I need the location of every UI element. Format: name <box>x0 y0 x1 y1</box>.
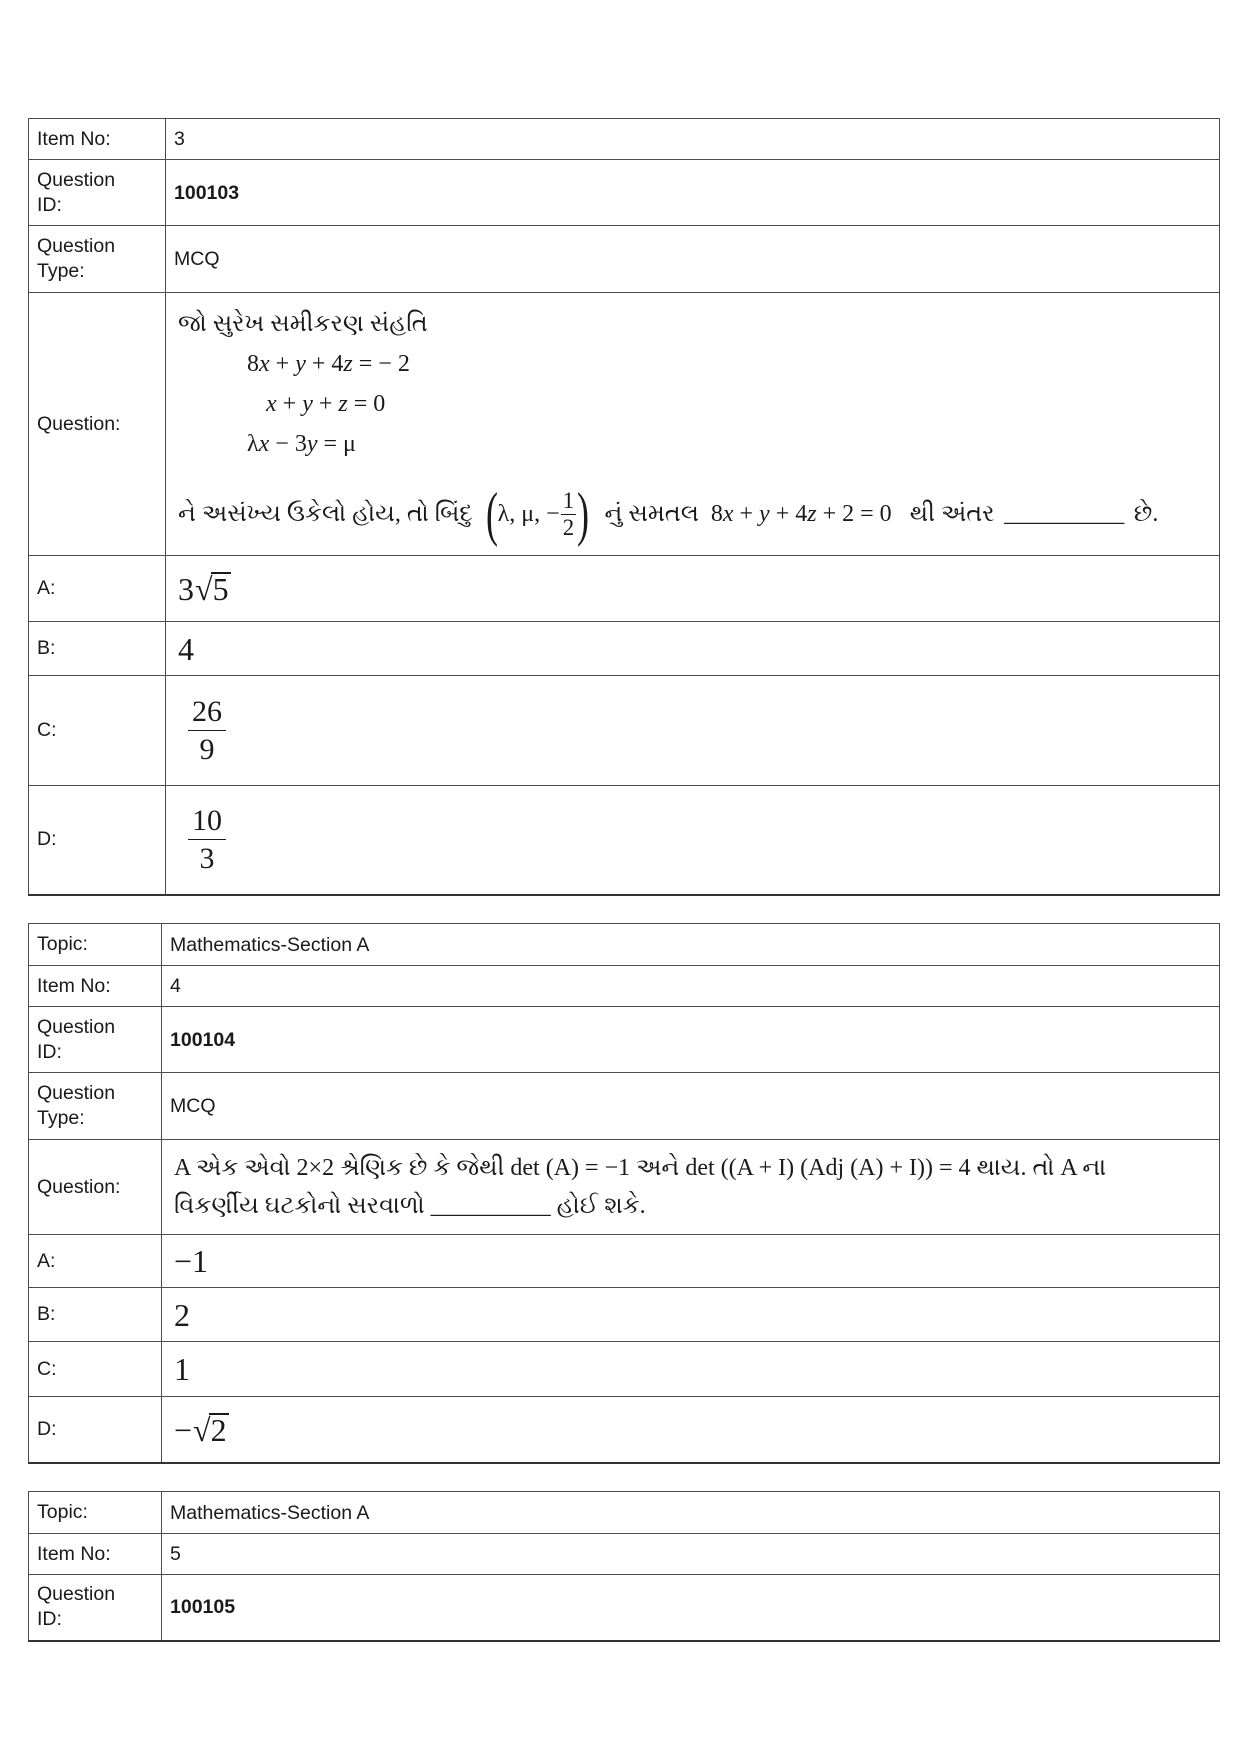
question-type-row <box>29 1073 1220 1140</box>
question-card-item-5 <box>28 1491 1220 1642</box>
topic-row <box>29 924 1220 966</box>
question-label <box>29 1140 162 1235</box>
question-content <box>166 293 1220 556</box>
option-d-fraction <box>188 805 226 874</box>
open-paren: ( <box>486 481 499 547</box>
option-b-row <box>29 622 1220 676</box>
option-c-fraction <box>188 696 226 765</box>
item-no-label-text: Item No: <box>37 974 111 997</box>
question-end-text: છે. <box>1133 500 1159 527</box>
item-no-value: 5 <box>162 1534 1220 1575</box>
option-b-label-text: B: <box>37 1303 56 1325</box>
question-card-item-3 <box>28 118 1220 896</box>
question-type-value: MCQ <box>166 226 1220 293</box>
question-line-2-text: વિકર્ણીય ઘટકોનો સરવાળો <box>174 1193 425 1219</box>
topic-label-text: Topic: <box>37 933 88 955</box>
item-no-label <box>29 1534 162 1575</box>
item-no-row <box>29 1534 1220 1575</box>
item-no-value: 4 <box>162 966 1220 1007</box>
option-d-radicand: 2 <box>210 1411 227 1448</box>
option-d-row <box>29 786 1220 895</box>
option-d-numerator: 10 <box>188 805 226 840</box>
option-b-label <box>29 622 166 676</box>
question-id-row <box>29 1575 1220 1641</box>
point-coords: λ, μ, − <box>497 500 560 527</box>
question-condition-line <box>178 478 1211 550</box>
plane-equation: 8x + y + 4z + 2 = 0 <box>710 500 892 527</box>
option-a-row <box>29 556 1220 622</box>
option-a-row <box>29 1235 1220 1288</box>
point-fraction-numerator: 1 <box>562 487 575 513</box>
question-id-value: 100105 <box>162 1575 1220 1641</box>
equation-3: λx − 3y = μ <box>247 431 356 457</box>
question-end-text: હોઈ શકે. <box>556 1193 646 1219</box>
equation-1: 8x + y + 4z = − 2 <box>247 351 410 377</box>
radical-sign: √ <box>193 1411 211 1448</box>
after-plane-text: થી અંતર <box>909 500 995 527</box>
question-id-label-text: Question ID: <box>37 168 116 216</box>
question-label-text: Question: <box>37 1175 121 1198</box>
option-c-denominator: 9 <box>199 732 215 766</box>
question-row <box>29 1140 1220 1235</box>
question-type-label <box>29 1073 162 1140</box>
option-d-label-text: D: <box>37 828 57 851</box>
topic-label <box>29 1492 162 1534</box>
condition-text: ને અસંખ્ય ઉકેલો હોય, તો બિંદુ <box>178 500 473 527</box>
question-card-item-4 <box>28 923 1220 1464</box>
option-a-label <box>29 1235 162 1288</box>
option-d-value <box>162 1397 1220 1463</box>
question-type-label <box>29 226 166 293</box>
topic-label <box>29 924 162 966</box>
item-no-label <box>29 966 162 1007</box>
question-line-1: A એક એવો 2×2 શ્રેણિક છે કે જેથી det (A) = −1 અને det ((A + I) (Adj (A) + I)) = 4 થાય. તો A ના <box>174 1155 1107 1181</box>
option-c-row <box>29 1342 1220 1397</box>
option-c-value <box>166 676 1220 786</box>
question-line-2 <box>174 1187 1211 1225</box>
option-c-numerator: 26 <box>188 696 226 731</box>
equation-2: x + y + z = 0 <box>266 391 386 417</box>
question-row <box>29 293 1220 556</box>
option-c-row <box>29 676 1220 786</box>
topic-value: Mathematics-Section A <box>162 1492 1220 1534</box>
question-id-label <box>29 1007 162 1073</box>
option-a-label-text: A: <box>37 1249 56 1272</box>
option-a-value <box>166 556 1220 622</box>
topic-row <box>29 1492 1220 1534</box>
question-label <box>29 293 166 556</box>
option-b-label <box>29 1288 162 1342</box>
question-id-row <box>29 1007 1220 1073</box>
option-b-row <box>29 1288 1220 1342</box>
item-no-row <box>29 119 1220 160</box>
option-b-label-text: B: <box>37 637 56 659</box>
option-d-row <box>29 1397 1220 1463</box>
option-a-radicand: 5 <box>212 571 229 607</box>
question-id-value: 100104 <box>162 1007 1220 1073</box>
item-no-label <box>29 119 166 160</box>
question-id-label <box>29 1575 162 1641</box>
option-c-label-text: C: <box>37 1357 57 1380</box>
option-d-label <box>29 1397 162 1463</box>
topic-value: Mathematics-Section A <box>162 924 1220 966</box>
answer-blank: __________ <box>1004 500 1125 527</box>
option-d-denominator: 3 <box>199 841 215 875</box>
option-d-value <box>166 786 1220 895</box>
option-c-label <box>29 676 166 786</box>
option-c-label <box>29 1342 162 1397</box>
item-no-label-text: Item No: <box>37 127 111 150</box>
point-coordinates <box>482 481 592 547</box>
question-type-label-text: Question Type: <box>37 235 116 282</box>
question-id-label-text: Question ID: <box>37 1015 116 1063</box>
radical-sign: √ <box>195 571 213 607</box>
option-c-label-text: C: <box>37 719 57 741</box>
question-id-label <box>29 160 166 226</box>
question-type-label-text: Question Type: <box>37 1082 116 1129</box>
option-b-value: 2 <box>162 1288 1220 1342</box>
question-type-row <box>29 226 1220 293</box>
option-a-coefficient: 3 <box>178 571 194 607</box>
option-a-label-text: A: <box>37 577 56 599</box>
item-no-row <box>29 966 1220 1007</box>
option-d-label-text: D: <box>37 1417 57 1440</box>
point-fraction-denominator: 2 <box>562 514 575 540</box>
answer-blank: __________ <box>430 1193 551 1219</box>
point-fraction <box>561 489 576 540</box>
question-intro: જો સુરેખ સમીકરણ સંહતિ <box>178 311 428 337</box>
question-type-value: MCQ <box>162 1073 1220 1140</box>
option-b-value: 4 <box>166 622 1220 676</box>
option-a-label <box>29 556 166 622</box>
item-no-label-text: Item No: <box>37 1542 111 1565</box>
question-id-row <box>29 160 1220 226</box>
option-d-label <box>29 786 166 895</box>
question-label-text: Question: <box>37 412 121 435</box>
question-id-value: 100103 <box>166 160 1220 226</box>
option-a-value: −1 <box>162 1235 1220 1288</box>
question-content <box>162 1140 1220 1235</box>
option-c-value: 1 <box>162 1342 1220 1397</box>
topic-label-text: Topic: <box>37 1501 88 1523</box>
after-point-text: નું સમતલ <box>604 500 699 527</box>
option-d-sign: − <box>174 1411 193 1448</box>
item-no-value: 3 <box>166 119 1220 160</box>
question-id-label-text: Question ID: <box>37 1583 116 1631</box>
close-paren: ) <box>576 481 589 547</box>
